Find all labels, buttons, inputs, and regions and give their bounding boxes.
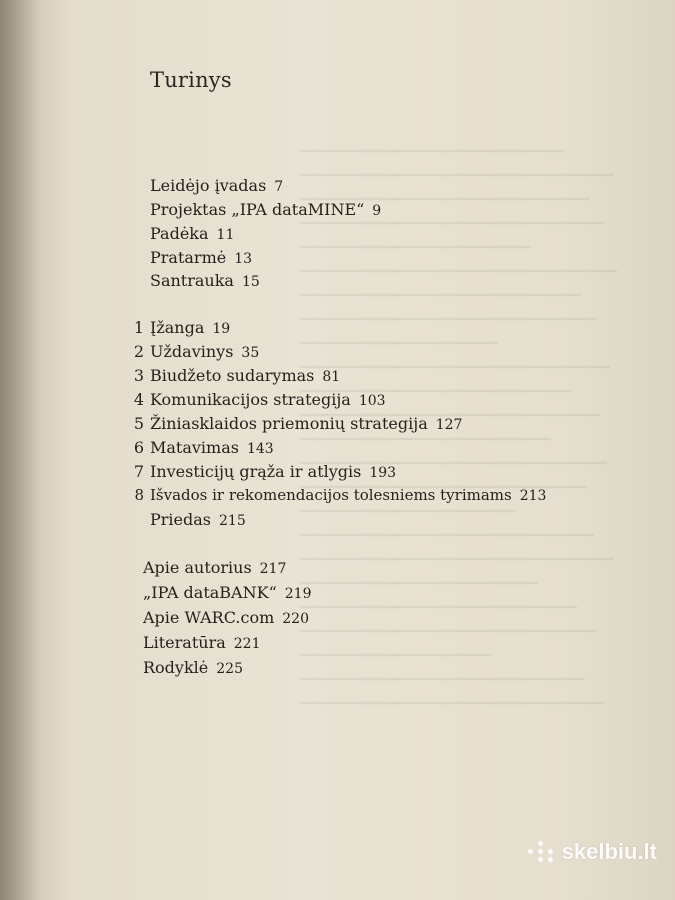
chapter-page: 35 (241, 345, 260, 361)
toc-entry (143, 610, 309, 626)
toc-chapter (130, 344, 259, 360)
entry-page: 221 (233, 636, 261, 652)
toc-entry (143, 560, 286, 576)
toc-chapter (130, 488, 546, 503)
chapter-number: 6 (133, 438, 144, 457)
toc-chapter (130, 464, 396, 480)
entry-label: Apie WARC.com (143, 608, 275, 627)
entry-label: „IPA dataBANK“ (143, 583, 277, 602)
entry-page: 220 (282, 611, 309, 627)
entry-page: 13 (234, 251, 253, 267)
chapter-page: 19 (212, 321, 231, 337)
chapter-page: 143 (246, 441, 274, 457)
toc-chapter (130, 440, 274, 456)
entry-page: 9 (372, 203, 382, 219)
entry-label: Apie autorius (143, 558, 252, 577)
entry-label: Pratarmė (150, 248, 227, 267)
toc-entry (150, 202, 381, 218)
toc-entry (143, 635, 260, 651)
entry-page: 219 (284, 586, 312, 602)
toc-chapter (130, 368, 340, 384)
chapter-label: Biudžeto sudarymas (150, 366, 315, 385)
toc-entry (150, 250, 252, 266)
entry-page: 7 (274, 179, 284, 195)
entry-page: 217 (259, 561, 287, 577)
toc-entry (150, 273, 260, 289)
chapter-label: Įžanga (150, 318, 205, 337)
chapter-number: 7 (133, 462, 144, 481)
chapter-number: 3 (133, 366, 144, 385)
toc-entry (150, 226, 234, 242)
chapter-label: Priedas (150, 510, 211, 529)
chapter-page: 215 (219, 513, 246, 529)
chapter-number: 2 (133, 342, 144, 361)
toc-chapter (130, 392, 386, 408)
chapter-label: Investicijų grąža ir atlygis (150, 462, 362, 481)
chapter-page: 193 (369, 465, 397, 481)
chapter-label: Komunikacijos strategija (150, 390, 351, 409)
chapter-page: 127 (435, 417, 463, 433)
chapter-number: 4 (133, 390, 144, 409)
entry-page: 15 (241, 274, 260, 290)
site-watermark (528, 839, 657, 865)
entry-page: 11 (216, 227, 235, 243)
toc-entry (143, 660, 243, 676)
toc-entry (150, 178, 283, 194)
toc-title: Turinys (150, 68, 232, 92)
dots-logo-icon (528, 841, 554, 863)
chapter-label: Žiniasklaidos priemonių strategija (150, 414, 428, 433)
toc-chapter (130, 512, 246, 528)
chapter-number: 5 (133, 414, 144, 433)
chapter-page: 103 (358, 393, 386, 409)
watermark-text: skelbiu.lt (561, 839, 657, 864)
entry-label: Padėka (150, 224, 209, 243)
toc-entry (143, 585, 311, 601)
entry-label: Literatūra (143, 633, 226, 652)
chapter-number: 8 (134, 486, 144, 504)
entry-page: 225 (216, 661, 243, 677)
entry-label: Leidėjo įvadas (150, 176, 267, 195)
entry-label: Projektas „IPA dataMINE“ (150, 200, 365, 219)
entry-label: Rodyklė (143, 658, 209, 677)
chapter-page: 81 (322, 369, 341, 385)
entry-label: Santrauka (150, 271, 234, 290)
chapter-number: 1 (133, 318, 144, 337)
chapter-label: Matavimas (150, 438, 239, 457)
chapter-page: 213 (519, 488, 547, 504)
chapter-label: Uždavinys (150, 342, 234, 361)
toc-chapter (130, 320, 230, 336)
chapter-label: Išvados ir rekomendacijos tolesniems tyrimams (150, 486, 512, 504)
toc-chapter (130, 416, 462, 432)
